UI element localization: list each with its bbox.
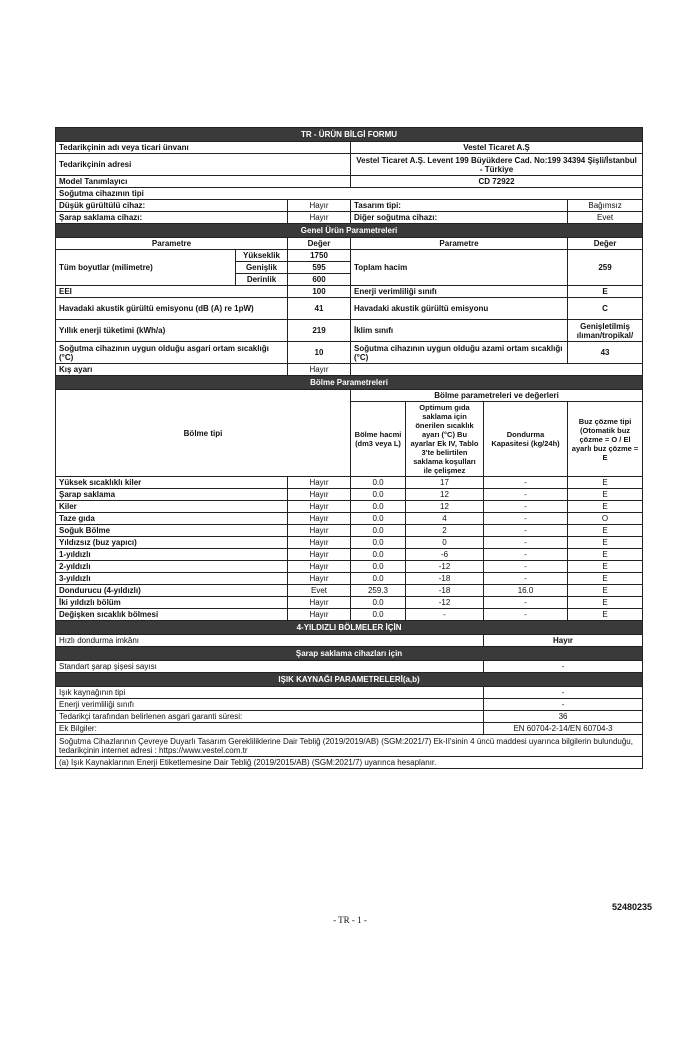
product-info-form [55, 127, 642, 769]
min-ambient-temp-value: 10 [288, 342, 351, 364]
compartment-present: Hayır [288, 489, 351, 501]
compartment-present: Hayır [288, 549, 351, 561]
eei-label: EEI [56, 286, 288, 298]
noise-class-label: Havadaki akustik gürültü emisyonu [351, 298, 568, 320]
form-title: TR - ÜRÜN BİLGİ FORMU [56, 128, 643, 142]
compartment-defrost: E [568, 573, 643, 585]
compartment-volume: 0.0 [351, 549, 406, 561]
compartment-name: Şarap saklama [56, 489, 288, 501]
light-class-label: Enerji verimliliği sınıfı [56, 699, 484, 711]
param-col-header: Parametre [56, 238, 288, 250]
compartment-freeze: - [484, 573, 568, 585]
compartment-rows [56, 477, 643, 621]
compartment-volume: 0.0 [351, 573, 406, 585]
compartment-freeze: - [484, 501, 568, 513]
compartment-name: 1-yıldızlı [56, 549, 288, 561]
total-volume-value: 259 [568, 250, 643, 286]
compartment-name: Yıldızsız (buz yapıcı) [56, 537, 288, 549]
compartment-row [56, 585, 643, 597]
compartment-defrost: E [568, 597, 643, 609]
compartment-defrost: E [568, 561, 643, 573]
model-label: Model Tanımlayıcı [56, 176, 351, 188]
fast-freeze-label: Hızlı dondurma imkânı [56, 635, 484, 647]
other-appliance-label: Diğer soğutma cihazı: [351, 212, 568, 224]
compartment-freeze: - [484, 597, 568, 609]
annual-energy-value: 219 [288, 320, 351, 342]
compartment-freeze: - [484, 537, 568, 549]
winter-setting-empty [351, 364, 643, 376]
compartment-defrost: E [568, 489, 643, 501]
wine-appliance-label: Şarap saklama cihazı: [56, 212, 288, 224]
warranty-value: 36 [484, 711, 643, 723]
height-label: Yükseklik [236, 250, 288, 262]
compartment-temp: 0 [406, 537, 484, 549]
compartment-temp: 12 [406, 489, 484, 501]
compartment-name: İki yıldızlı bölüm [56, 597, 288, 609]
compartment-temp: 12 [406, 501, 484, 513]
extra-info-value: EN 60704-2-14/EN 60704-3 [484, 723, 643, 735]
compartment-temp: -6 [406, 549, 484, 561]
compartment-volume: 0.0 [351, 525, 406, 537]
compartment-freeze: 16.0 [484, 585, 568, 597]
climate-class-value: Genişletilmiş ılıman/tropikal/ [568, 320, 643, 342]
compartment-defrost: E [568, 609, 643, 621]
compartment-defrost: E [568, 477, 643, 489]
compartment-volume: 0.0 [351, 537, 406, 549]
climate-class-label: İklim sınıfı [351, 320, 568, 342]
compartment-name: Soğuk Bölme [56, 525, 288, 537]
compartment-volume: 0.0 [351, 609, 406, 621]
wine-storage-heading: Şarap saklama cihazları için [56, 647, 643, 661]
compartment-row [56, 549, 643, 561]
supplier-name-value: Vestel Ticaret A.Ş [351, 142, 643, 154]
freezing-capacity-header: Dondurma Kapasitesi (kg/24h) [484, 402, 568, 477]
low-noise-value: Hayır [288, 200, 351, 212]
compartment-row [56, 477, 643, 489]
total-volume-label: Toplam hacim [351, 250, 568, 286]
compartment-temp: -18 [406, 573, 484, 585]
low-noise-label: Düşük gürültülü cihaz: [56, 200, 288, 212]
compartment-volume: 0.0 [351, 513, 406, 525]
compartment-defrost: O [568, 513, 643, 525]
page-number: - TR - 1 - [333, 915, 367, 925]
compartment-present: Hayır [288, 609, 351, 621]
compartment-present: Hayır [288, 597, 351, 609]
light-source-note: (a) Işık Kaynaklarının Enerji Etiketlemesine Dair Tebliğ (2019/2015/AB) (SGM:2021/7) uyarınca hesaplanır. [56, 757, 643, 769]
compartment-volume-header: Bölme hacmi (dm3 veya L) [351, 402, 406, 477]
compartment-freeze: - [484, 489, 568, 501]
compartment-defrost: E [568, 537, 643, 549]
supplier-name-label: Tedarikçinin adı veya ticari ünvanı [56, 142, 351, 154]
compartment-values-subheading: Bölme parametreleri ve değerleri [351, 390, 643, 402]
compartment-present: Hayır [288, 561, 351, 573]
wine-appliance-value: Hayır [288, 212, 351, 224]
four-star-heading: 4-YILDIZLI BÖLMELER İÇİN [56, 621, 643, 635]
compartment-present: Evet [288, 585, 351, 597]
value-col-header: Değer [288, 238, 351, 250]
compartment-freeze: - [484, 513, 568, 525]
compartment-temp: -18 [406, 585, 484, 597]
defrost-type-header: Buz çözme tipi (Otomatik buz çözme = O / El ayarlı buz çözme = E [568, 402, 643, 477]
appliance-type-heading: Soğutma cihazının tipi [56, 188, 643, 200]
annual-energy-label: Yıllık enerji tüketimi (kWh/a) [56, 320, 288, 342]
warranty-label: Tedarikçi tarafından belirlenen asgari garanti süresi: [56, 711, 484, 723]
energy-class-label: Enerji verimliliği sınıfı [351, 286, 568, 298]
compartment-temp: -12 [406, 597, 484, 609]
compartment-row [56, 501, 643, 513]
light-class-value: - [484, 699, 643, 711]
depth-value: 600 [288, 274, 351, 286]
compartment-present: Hayır [288, 573, 351, 585]
extra-info-label: Ek Bilgiler: [56, 723, 484, 735]
winter-setting-label: Kış ayarı [56, 364, 288, 376]
compartment-name: Dondurucu (4-yıldızlı) [56, 585, 288, 597]
compartment-type-header: Bölme tipi [56, 390, 351, 477]
winter-setting-value: Hayır [288, 364, 351, 376]
general-params-heading: Genel Ürün Parametreleri [56, 224, 643, 238]
depth-label: Derinlik [236, 274, 288, 286]
dimensions-label: Tüm boyutlar (milimetre) [56, 250, 236, 286]
compartment-name: 3-yıldızlı [56, 573, 288, 585]
compartment-row [56, 537, 643, 549]
compartment-name: Değişken sıcaklık bölmesi [56, 609, 288, 621]
param-col-header-right: Parametre [351, 238, 568, 250]
compartment-temp: 17 [406, 477, 484, 489]
form-table [55, 127, 643, 769]
other-appliance-value: Evet [568, 212, 643, 224]
noise-class-value: C [568, 298, 643, 320]
compartment-volume: 259.3 [351, 585, 406, 597]
recommended-temp-header: Optimum gıda saklama için önerilen sıcaklık ayarı (°C) Bu ayarlar Ek IV, Tablo 3'te belirtilen saklama koşulları ile çelişmez [406, 402, 484, 477]
compartment-temp: 2 [406, 525, 484, 537]
compartment-temp: 4 [406, 513, 484, 525]
compartment-row [56, 489, 643, 501]
light-source-heading: IŞIK KAYNAĞI PARAMETRELERİ(a,b) [56, 673, 643, 687]
compartment-row [56, 573, 643, 585]
compartment-row [56, 597, 643, 609]
compartment-name: Kiler [56, 501, 288, 513]
compartment-freeze: - [484, 561, 568, 573]
noise-emission-value: 41 [288, 298, 351, 320]
compartment-freeze: - [484, 609, 568, 621]
compartment-row [56, 561, 643, 573]
wine-bottles-value: - [484, 661, 643, 673]
compartment-row [56, 525, 643, 537]
compartment-temp: - [406, 609, 484, 621]
min-ambient-temp-label: Soğutma cihazının uygun olduğu asgari ortam sıcaklığı (°C) [56, 342, 288, 364]
wine-bottles-label: Standart şarap şişesi sayısı [56, 661, 484, 673]
compartment-present: Hayır [288, 513, 351, 525]
compartment-volume: 0.0 [351, 597, 406, 609]
regulation-note: Soğutma Cihazlarının Çevreye Duyarlı Tasarım Gerekliliklerine Dair Tebliğ (2019/2019/AB) (SGM:2021/7) Ek-II'sinin 4 üncü maddesi uyarınca bilgilerin bulunduğu, tedarikçinin internet adresi : https://www.vestel.com.tr [56, 735, 643, 757]
compartment-name: 2-yıldızlı [56, 561, 288, 573]
compartment-params-heading: Bölme Parametreleri [56, 376, 643, 390]
max-ambient-temp-value: 43 [568, 342, 643, 364]
compartment-row [56, 513, 643, 525]
compartment-temp: -12 [406, 561, 484, 573]
compartment-freeze: - [484, 525, 568, 537]
compartment-present: Hayır [288, 477, 351, 489]
compartment-volume: 0.0 [351, 477, 406, 489]
value-col-header-right: Değer [568, 238, 643, 250]
compartment-freeze: - [484, 477, 568, 489]
fast-freeze-value: Hayır [484, 635, 643, 647]
compartment-present: Hayır [288, 537, 351, 549]
compartment-defrost: E [568, 585, 643, 597]
model-value: CD 72922 [351, 176, 643, 188]
compartment-freeze: - [484, 549, 568, 561]
noise-emission-label: Havadaki akustik gürültü emisyonu (dB (A) re 1pW) [56, 298, 288, 320]
energy-class-value: E [568, 286, 643, 298]
eei-value: 100 [288, 286, 351, 298]
document-code: 52480235 [612, 902, 653, 912]
width-label: Genişlik [236, 262, 288, 274]
light-type-value: - [484, 687, 643, 699]
compartment-defrost: E [568, 501, 643, 513]
compartment-volume: 0.0 [351, 489, 406, 501]
design-type-value: Bağımsız [568, 200, 643, 212]
supplier-address-value: Vestel Ticaret A.Ş. Levent 199 Büyükdere Cad. No:199 34394 Şişli/İstanbul - Türkiye [351, 154, 643, 176]
design-type-label: Tasarım tipi: [351, 200, 568, 212]
height-value: 1750 [288, 250, 351, 262]
width-value: 595 [288, 262, 351, 274]
compartment-defrost: E [568, 525, 643, 537]
compartment-volume: 0.0 [351, 561, 406, 573]
compartment-present: Hayır [288, 525, 351, 537]
supplier-address-label: Tedarikçinin adresi [56, 154, 351, 176]
compartment-name: Yüksek sıcaklıklı kiler [56, 477, 288, 489]
compartment-row [56, 609, 643, 621]
compartment-name: Taze gıda [56, 513, 288, 525]
compartment-volume: 0.0 [351, 501, 406, 513]
compartment-defrost: E [568, 549, 643, 561]
light-type-label: Işık kaynağının tipi [56, 687, 484, 699]
compartment-present: Hayır [288, 501, 351, 513]
max-ambient-temp-label: Soğutma cihazının uygun olduğu azami ortam sıcaklığı (°C) [351, 342, 568, 364]
